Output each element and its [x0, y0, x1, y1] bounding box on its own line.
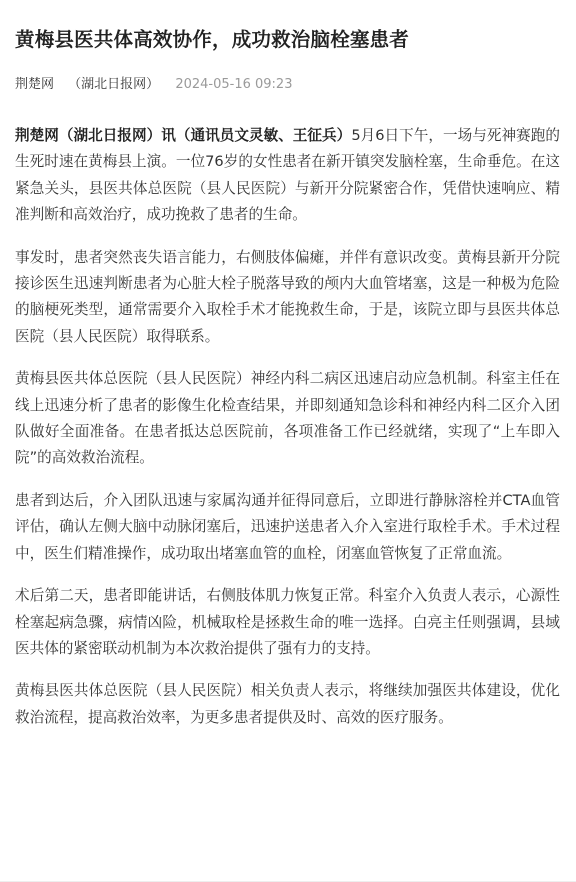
- publish-time: 2024-05-16 09:23: [175, 77, 293, 92]
- source-paper: （湖北日报网）: [68, 77, 160, 92]
- article-body: [15, 123, 560, 731]
- article-paragraph: 术后第二天，患者即能讲话，右侧肢体肌力恢复正常。科室介入负责人表示，心源性栓塞起病急骤，病情凶险，机械取栓是拯救生命的唯一选择。白亮主任则强调，县域医共体的紧密联动机制为本次救治提供了强有力的支持。: [15, 587, 560, 657]
- article-paragraph-lead: [15, 123, 560, 229]
- article-paragraph: 黄梅县医共体总医院（县人民医院）神经内科二病区迅速启动应急机制。科室主任在线上迅速分析了患者的影像生化检查结果，并即刻通知急诊科和神经内科二区介入团队做好全面准备。在患者抵达总医院前，各项准备工作已经就绪，实现了“上车即入院”的高效救治流程。: [15, 370, 560, 467]
- article-paragraph: 患者到达后，介入团队迅速与家属沟通并征得同意后，立即进行静脉溶栓并CTA血管评估，确认左侧大脑中动脉闭塞后，迅速护送患者入介入室进行取栓手术。手术过程中，医生们精准操作，成功取出堵塞血管的血栓，闭塞血管恢复了正常血流。: [15, 491, 560, 562]
- article-meta: [15, 76, 560, 94]
- article-paragraph: 事发时，患者突然丧失语言能力，右侧肢体偏瘫，并伴有意识改变。黄梅县新开分院接诊医生迅速判断患者为心脏大栓子脱落导致的颅内大血管堵塞，这是一种极为危险的脑梗死类型，通常需要介入取栓手术才能挽救生命，于是，该院立即与县医共体总医院（县人民医院）取得联系。: [15, 248, 560, 345]
- source-name[interactable]: 荆楚网: [15, 77, 55, 92]
- article-paragraph: 黄梅县医共体总医院（县人民医院）相关负责人表示，将继续加强医共体建设，优化救治流程，提高救治效率，为更多患者提供及时、高效的医疗服务。: [15, 682, 560, 726]
- lead-text: 5月6日下午，一场与死神赛跑的生死时速在黄梅县上演。一位76岁的女性患者在新开镇突发脑栓塞，生命垂危。在这紧急关头，县医共体总医院（县人民医院）与新开分院紧密合作，凭借快速响应、精准判断和高效治疗，成功挽救了患者的生命。: [15, 127, 560, 224]
- dateline: 荆楚网（湖北日报网）讯（通讯员文灵敏、王征兵）: [15, 127, 352, 144]
- article-title: 黄梅县医共体高效协作，成功救治脑栓塞患者: [15, 28, 410, 51]
